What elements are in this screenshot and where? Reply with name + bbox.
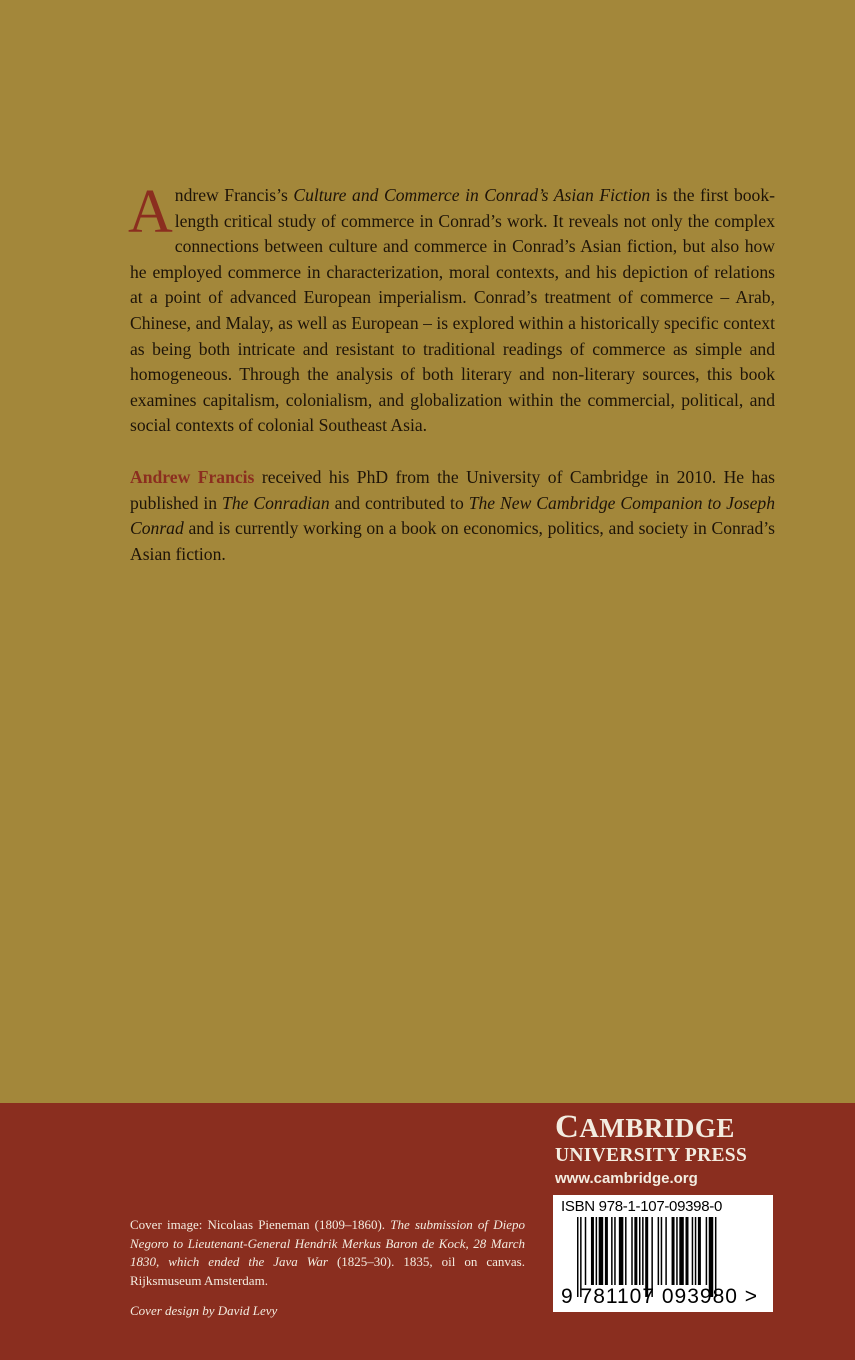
barcode-bar xyxy=(665,1217,667,1285)
barcode-bar xyxy=(658,1217,660,1285)
publisher-subtitle: UNIVERSITY PRESS xyxy=(555,1145,748,1166)
author-bio-paragraph xyxy=(130,465,775,567)
barcode-bar xyxy=(611,1217,613,1285)
barcode-bar xyxy=(706,1217,708,1285)
isbn-label: ISBN 978-1-107-09398-0 xyxy=(561,1198,723,1215)
text: received his PhD from the University of Cambridge in 2010. He has published in xyxy=(130,466,775,513)
barcode-bar xyxy=(639,1217,641,1285)
barcode-bar xyxy=(605,1217,608,1285)
text: Cover image: Nicolaas Pieneman (1809–1860). xyxy=(130,1217,391,1232)
text: and contributed to xyxy=(329,492,469,513)
author-name: Andrew Francis xyxy=(130,466,255,487)
cover-image-credit xyxy=(130,1216,525,1290)
text: and is currently working on a book on economics, politics, and society in Conrad’s Asian fiction. xyxy=(130,518,775,564)
back-cover-blurb xyxy=(128,178,775,593)
barcode-bar xyxy=(692,1217,694,1285)
barcode-bar xyxy=(591,1217,594,1285)
text: Cover design by David Levy xyxy=(130,1303,278,1318)
barcode-bar xyxy=(634,1217,637,1285)
book-title: Culture and Commerce in Conrad’s Asian Fiction xyxy=(293,185,651,205)
barcode-digits: 9 781107 093980 > xyxy=(561,1285,759,1308)
companion-title: The New Cambridge Companion to Joseph Conrad xyxy=(130,492,775,539)
barcode-bar xyxy=(661,1217,663,1285)
barcode-bar xyxy=(672,1217,675,1285)
barcode-bar xyxy=(599,1217,604,1285)
barcode-bar xyxy=(585,1217,587,1285)
text: ndrew Francis’s xyxy=(174,185,294,205)
barcode-bar xyxy=(619,1217,624,1285)
publisher-name xyxy=(555,1110,747,1145)
cover-design-credit xyxy=(130,1302,525,1321)
painting-title: The submission of Diepo Negoro to Lieutenant-General Hendrik Merkus Baron de Kock, 28 March 1830, which ended the Java War xyxy=(130,1217,525,1269)
cambridge-logo xyxy=(555,1110,747,1187)
text: is the first book-length critical study of commerce in Conrad’s work. It reveals not only the complex connections between culture and commerce in Conrad’s Asian fiction, but also how he employed commerce in characterization, moral contexts, and his depiction of relations at a point of advanced European imperialism. Conrad’s treatment of commerce – Arab, Chinese, and Malay, as well as European – is explored within a historically specific context as being both intricate and resistant to traditional readings of commerce as simple and homogeneous. Through the analysis of both literary and non-literary sources, this book examines capitalism, colonialism, and globalization within the commercial, political, and social contexts of colonial Southeast Asia. xyxy=(130,185,775,436)
description-paragraph xyxy=(128,178,775,439)
barcode-bar xyxy=(631,1217,633,1285)
barcode-bar xyxy=(614,1217,616,1285)
barcode-bar xyxy=(679,1217,684,1285)
barcode-bar xyxy=(676,1217,678,1285)
text: C xyxy=(555,1109,580,1145)
drop-cap: A xyxy=(128,178,173,246)
barcode-bar xyxy=(642,1217,644,1285)
isbn-barcode xyxy=(553,1195,773,1312)
barcode-bar xyxy=(596,1217,598,1285)
text: (1825–30). 1835, oil on canvas. Rijksmuseum Amsterdam. xyxy=(130,1254,525,1288)
publisher-url: www.cambridge.org xyxy=(555,1170,698,1187)
journal-title: The Conradian xyxy=(222,492,330,513)
text: AMBRIDGE xyxy=(579,1113,735,1143)
barcode-bar xyxy=(625,1217,627,1285)
cover-credits xyxy=(130,1216,525,1333)
barcode-bar xyxy=(686,1217,689,1285)
barcode-bar xyxy=(695,1217,697,1285)
barcode-bar xyxy=(698,1217,701,1285)
